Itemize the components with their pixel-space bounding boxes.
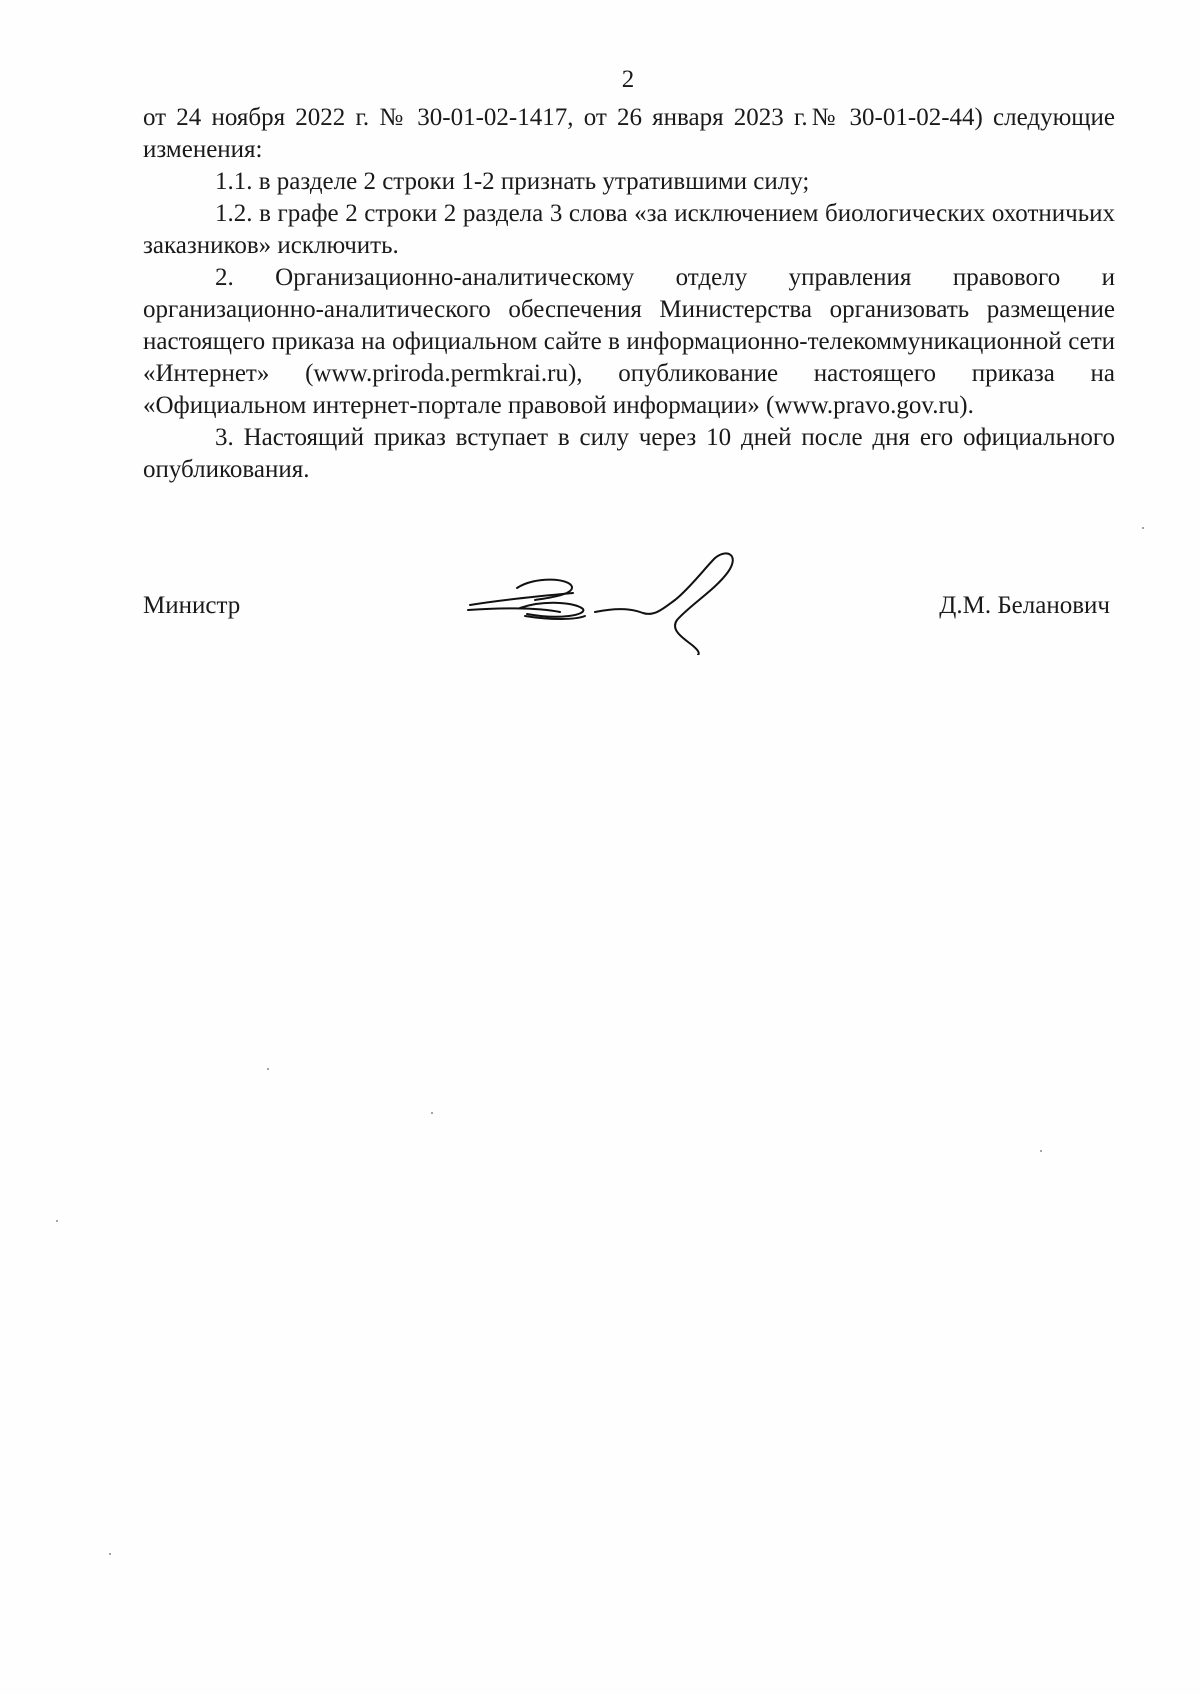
signatory-position: Министр (143, 592, 241, 619)
paragraph-amendments-intro: от 24 ноября 2022 г. № 30-01-02-1417, от 26 января 2023 г.№ 30-01-02-44) следующие изменения: (143, 104, 1115, 163)
scan-speck (1040, 1150, 1042, 1152)
paragraph-1-2: 1.2. в графе 2 строки 2 раздела 3 слова «за исключением биологических охотничьих заказников» исключить. (143, 200, 1115, 259)
scan-speck (109, 1553, 111, 1555)
scan-speck (431, 1112, 433, 1114)
paragraph-2: 2. Организационно-аналитическому отделу управления правового и организационно-аналитического обеспечения Министерства организовать размещение настоящего приказа на официальном сайте в информационно-телекоммуникационной сети «Интернет» (www.priroda.permkrai.ru), опубликование настоящего приказа на «Официальном интернет-портале правовой информации» (www.pravo.gov.ru). (143, 264, 1115, 419)
document-body (143, 102, 1115, 486)
handwritten-signature (465, 550, 765, 655)
page-number: 2 (621, 66, 635, 93)
paragraph-3: 3. Настоящий приказ вступает в силу через 10 дней после дня его официального опубликования. (143, 424, 1115, 483)
scan-speck (267, 1068, 269, 1070)
scan-speck (1142, 527, 1144, 529)
paragraph-1-1: 1.1. в разделе 2 строки 1-2 признать утратившими силу; (215, 168, 810, 195)
scan-speck (56, 1220, 58, 1222)
signatory-name: Д.М. Беланович (939, 592, 1110, 619)
